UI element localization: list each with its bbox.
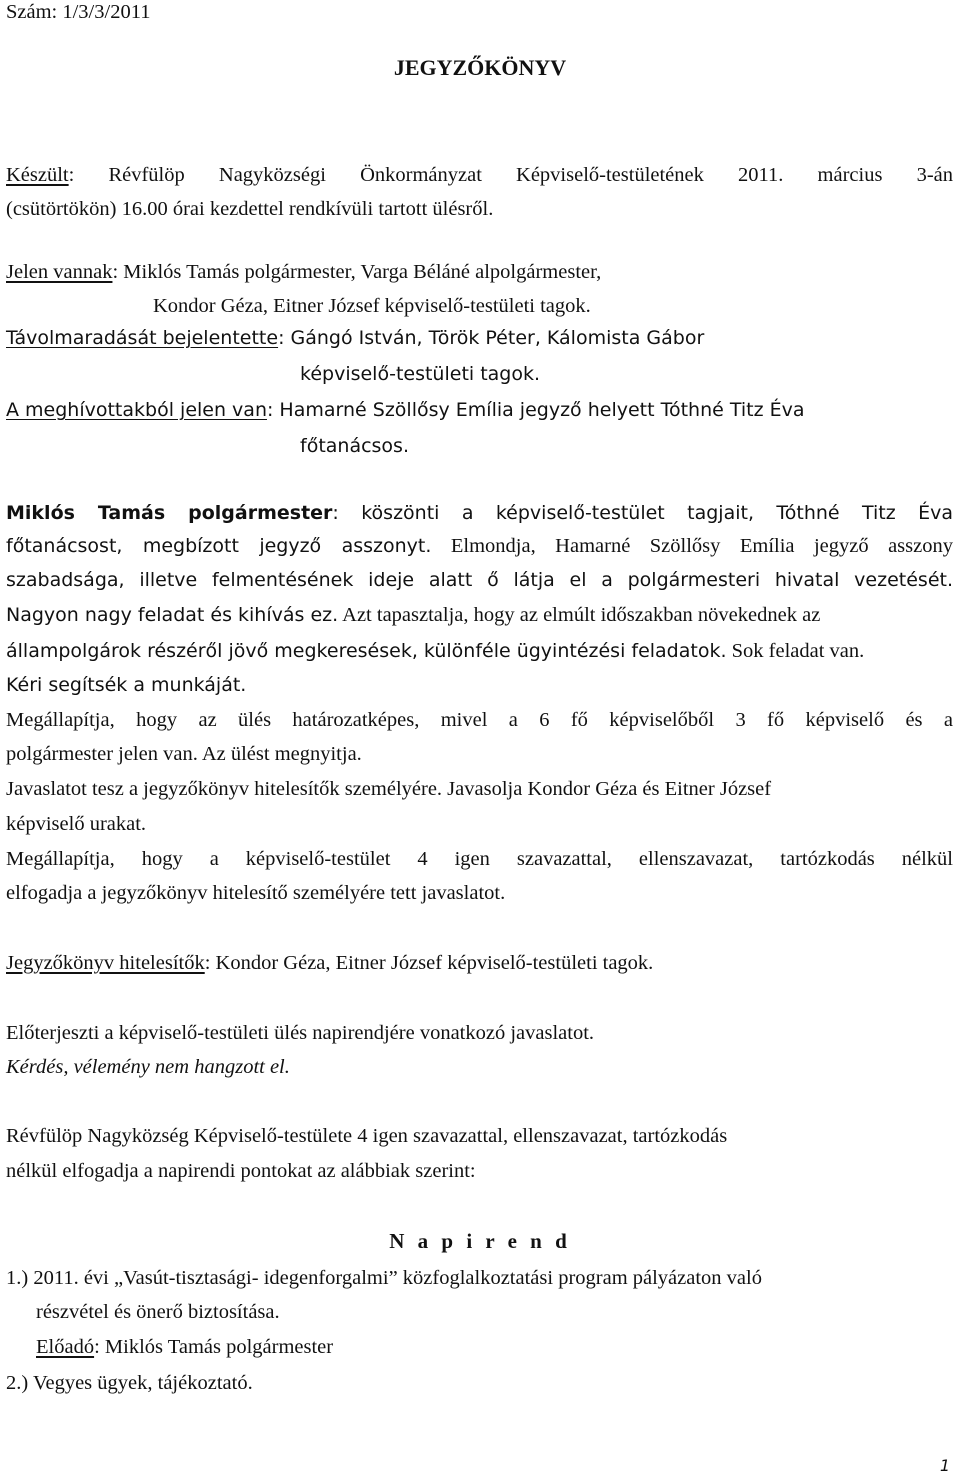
hitelesitok-text: : Kondor Géza, Eitner József képviselő-testületi tagok.	[204, 952, 654, 974]
meghiv-line-2: főtanácsos.	[300, 435, 409, 457]
p1-text-1: : köszönti a képviselő-testület tagjait, Tóthné Titz Éva	[332, 502, 953, 524]
meghiv-line-1	[6, 398, 805, 422]
elfogadas-line-2: nélkül elfogadja a napirendi pontokat az alábbiak szerint:	[6, 1160, 476, 1182]
p1-text-5b: Sok feladat van.	[726, 640, 865, 662]
p1-line-5	[6, 639, 864, 663]
p2-text-2a: polgármester jelen van.	[6, 743, 198, 765]
tavol-label: Távolmaradását bejelentette	[6, 327, 279, 349]
elfogadas-line-1: Révfülöp Nagyközség Képviselő-testülete 4 igen szavazattal, ellenszavazat, tartózkodás	[6, 1125, 728, 1147]
tavol-line-2: képviselő-testületi tagok.	[300, 363, 541, 385]
p3-line-2: képviselő urakat.	[6, 813, 147, 835]
p1-text-4a: Nagyon nagy feladat és kihívás ez.	[6, 604, 339, 626]
kerdes-line: Kérdés, vélemény nem hangzott el.	[6, 1056, 290, 1078]
keszult-line-2: (csütörtökön) 16.00 órai kezdettel rendkívüli tartott ülésről.	[6, 198, 494, 220]
document-number: Szám: 1/3/3/2011	[6, 1, 151, 23]
tavol-line-1	[6, 326, 704, 350]
eloado-line	[36, 1335, 333, 1359]
hitelesitok-label: Jegyzőkönyv hitelesítők	[6, 952, 205, 974]
jelen-label: Jelen vannak	[6, 261, 113, 283]
hitelesitok-line	[6, 951, 653, 975]
tavol-text-1: : Gángó István, Török Péter, Kálomista Gábor	[278, 327, 705, 349]
p3-text-1a: Javaslatot tesz a jegyzőkönyv hitelesítők személyére.	[6, 778, 443, 800]
p1-text-5a: állampolgárok részéről jövő megkeresések, különféle ügyintézési feladatok.	[6, 640, 727, 662]
meghiv-text-1: : Hamarné Szöllősy Emília jegyző helyett Tóthné Titz Éva	[266, 399, 805, 421]
keszult-label: Készült	[6, 164, 69, 186]
eloado-label: Előadó	[36, 1336, 95, 1358]
p1-text-2a: főtanácsost, megbízott jegyző asszonyt.	[6, 535, 432, 557]
jelen-line-1	[6, 260, 601, 284]
eloterjeszti-line: Előterjeszti a képviselő-testületi ülés napirendjére vonatkozó javaslatot.	[6, 1022, 595, 1044]
p2-text-2b: Az ülést megnyitja.	[197, 743, 362, 765]
jelen-text-1: : Miklós Tamás polgármester, Varga Béláné alpolgármester,	[112, 261, 602, 283]
napirend-title: N a p i r e n d	[389, 1229, 571, 1253]
p3-line-1	[6, 777, 771, 801]
page-number: 1	[939, 1456, 950, 1475]
p1-line-3: szabadsága, illetve felmentésének ideje alatt ő látja el a polgármesteri hivatal vezetését.	[6, 569, 953, 591]
p4-line-2: elfogadja a jegyzőkönyv hitelesítő személyére tett javaslatot.	[6, 882, 506, 904]
p1-line-1	[6, 501, 953, 525]
p1-line-4	[6, 603, 820, 627]
p1-line-6: Kéri segítsék a munkáját.	[6, 674, 247, 696]
p4-line-1: Megállapítja, hogy a képviselő-testület 4 igen szavazattal, ellenszavazat, tartózkodás nélkül	[6, 848, 953, 870]
document-title: JEGYZŐKÖNYV	[393, 55, 567, 80]
meghiv-label: A meghívottakból jelen van	[6, 399, 267, 421]
p2-line-2	[6, 742, 362, 766]
keszult-line-1	[6, 163, 953, 187]
napirend-item-2: 2.) Vegyes ügyek, tájékoztató.	[6, 1372, 253, 1394]
jelen-line-2: Kondor Géza, Eitner József képviselő-testületi tagok.	[153, 295, 591, 317]
p1-text-4b: Azt tapasztalja, hogy az elmúlt időszakban növekednek az	[338, 604, 821, 626]
eloado-text: : Miklós Tamás polgármester	[94, 1336, 334, 1358]
napirend-item-1-line-1: 1.) 2011. évi „Vasút-tisztasági- idegenforgalmi” közfoglalkoztatási program pályázaton való	[6, 1267, 762, 1289]
p1-text-2b: Elmondja, Hamarné Szöllősy Emília jegyző asszony	[431, 535, 953, 557]
p3-text-1b: Javasolja Kondor Géza és Eitner József	[442, 778, 772, 800]
p1-line-2	[6, 534, 953, 558]
speaker-name: Miklós Tamás polgármester	[6, 502, 333, 524]
napirend-item-1-line-2: részvétel és önerő biztosítása.	[36, 1301, 280, 1323]
keszult-text-1: : Révfülöp Nagyközségi Önkormányzat Képviselő-testületének 2011. március 3-án	[68, 164, 953, 186]
p2-line-1: Megállapítja, hogy az ülés határozatképes, mivel a 6 fő képviselőből 3 fő képviselő és a	[6, 709, 953, 731]
